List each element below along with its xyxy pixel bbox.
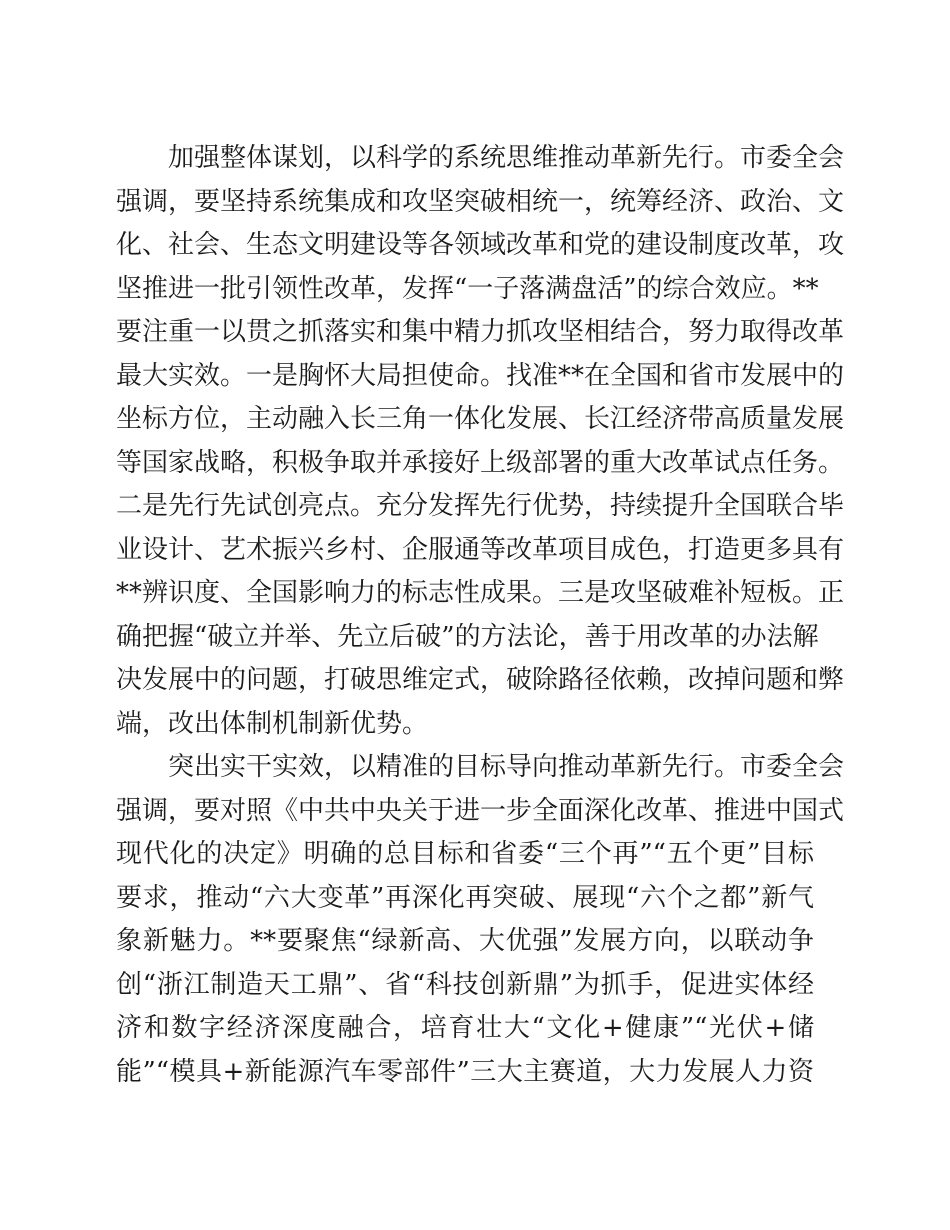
text-line: **辨识度、全国影响力的标志性成果。三是攻坚破难补短板。正	[116, 578, 845, 608]
text-line: 化、社会、生态文明建设等各领域改革和党的建设制度改革，攻	[116, 230, 845, 260]
text-line: 业设计、艺术振兴乡村、企服通等改革项目成色，打造更多具有	[116, 534, 845, 565]
text-line: 要求，推动“六大变革”再深化再突破、展现“六个之都”新气	[116, 882, 814, 913]
text-line: 突出实干实效，以精准的目标导向推动革新先行。市委全会	[168, 752, 845, 782]
text-line: 要注重一以贯之抓落实和集中精力抓攻坚相结合，努力取得改革	[116, 317, 845, 347]
text-line: 坚推进一批引领性改革，发挥“一子落满盘活”的综合效应。**	[116, 273, 819, 304]
text-line: 最大实效。一是胸怀大局担使命。找准**在全国和省市发展中的	[116, 360, 845, 391]
paragraph-1	[116, 137, 845, 746]
text-line: 加强整体谋划，以科学的系统思维推动革新先行。市委全会	[168, 143, 845, 173]
paragraph-2	[116, 746, 845, 1094]
document-body	[116, 137, 845, 1094]
text-line: 创“浙江制造天工鼎”、省“科技创新鼎”为抓手，促进实体经	[116, 969, 814, 1000]
text-line: 决发展中的问题，打破思维定式，破除路径依赖，改掉问题和弊	[116, 665, 845, 695]
text-line: 象新魅力。**要聚焦“绿新高、大优强”发展方向，以联动争	[116, 926, 814, 956]
text-line: 强调，要对照《中共中央关于进一步全面深化改革、推进中国式	[116, 795, 845, 826]
text-line: 坐标方位，主动融入长三角一体化发展、长江经济带高质量发展	[116, 404, 845, 434]
text-line: 强调，要坚持系统集成和攻坚突破相统一，统筹经济、政治、文	[116, 186, 845, 217]
text-line: 现代化的决定》明确的总目标和省委“三个再”“五个更”目标	[116, 839, 814, 869]
text-line: 能”“模具+新能源汽车零部件”三大主赛道，大力发展人力资	[116, 1056, 814, 1087]
text-line: 等国家战略，积极争取并承接好上级部署的重大改革试点任务。	[116, 447, 845, 478]
text-line: 确把握“破立并举、先立后破”的方法论，善于用改革的办法解	[116, 621, 819, 652]
text-line: 端，改出体制机制新优势。	[116, 708, 429, 739]
text-line: 二是先行先试创亮点。充分发挥先行优势，持续提升全国联合毕	[116, 491, 845, 521]
text-line: 济和数字经济深度融合，培育壮大“文化+健康”“光伏+储	[116, 1013, 814, 1043]
